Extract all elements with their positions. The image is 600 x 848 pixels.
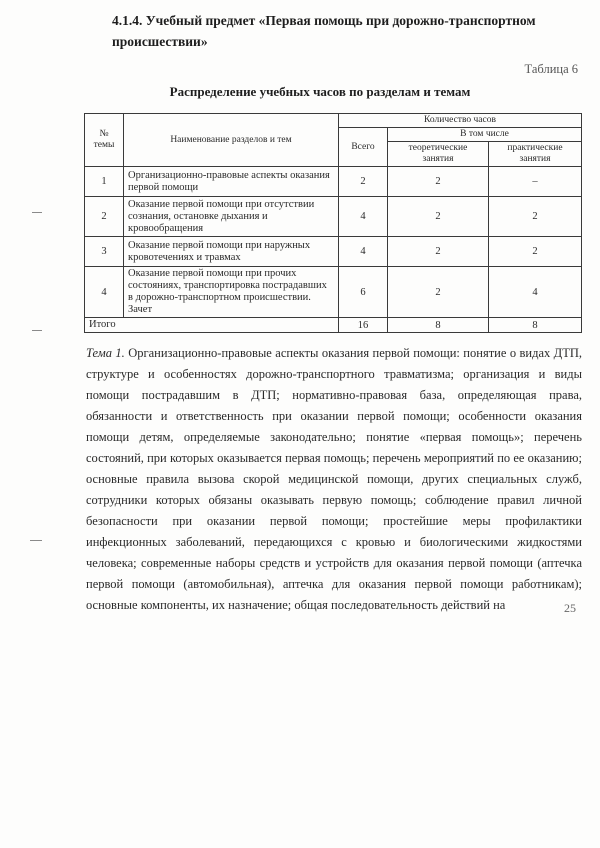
total-label: Итого	[85, 318, 339, 333]
row-name: Оказание первой помощи при наружных кровотечениях и травмах	[124, 237, 339, 267]
header-theme-number: № темы	[85, 114, 124, 167]
row-total: 2	[339, 167, 388, 197]
header-hours-count: Количество часов	[339, 114, 582, 128]
scan-mark	[32, 330, 42, 331]
table-row	[85, 267, 582, 318]
table-row	[85, 167, 582, 197]
topic-paragraph	[86, 343, 582, 616]
row-theory: 2	[388, 237, 489, 267]
row-number: 1	[85, 167, 124, 197]
scan-mark	[30, 540, 42, 541]
total-hours: 16	[339, 318, 388, 333]
row-theory: 2	[388, 167, 489, 197]
table-row	[85, 197, 582, 237]
row-number: 4	[85, 267, 124, 318]
row-name: Организационно-правовые аспекты оказания первой помощи	[124, 167, 339, 197]
total-practice: 8	[489, 318, 582, 333]
row-name: Оказание первой помощи при отсутствии сознания, остановке дыхания и кровообращения	[124, 197, 339, 237]
header-theory: теоретические занятия	[388, 142, 489, 167]
row-practice: 4	[489, 267, 582, 318]
row-number: 3	[85, 237, 124, 267]
row-theory: 2	[388, 197, 489, 237]
row-practice: –	[489, 167, 582, 197]
table-number: Таблица 6	[524, 62, 578, 76]
row-name: Оказание первой помощи при прочих состояниях, транспортировка пострадавших в дорожно-транспортном происшествии. Зачет	[124, 267, 339, 318]
row-number: 2	[85, 197, 124, 237]
row-total: 6	[339, 267, 388, 318]
header-section-name: Наименование разделов и тем	[124, 114, 339, 167]
table-total-row	[85, 318, 582, 333]
row-total: 4	[339, 197, 388, 237]
topic-text: Организационно-правовые аспекты оказания первой помощи: понятие о видах ДТП, структуре и особенностях дорожно-транспортного травматизма; организация и виды помощи пострадавшим в ДТП; нормативно-правовая база, определяющая права, обязанности и ответственность при оказании первой помощи; особенности оказания помощи детям, определяемые законодательно; понятие «первая помощь»; перечень состояний, при которых оказывается первая помощь; перечень мероприятий по ее оказанию; основные правила вызова скорой медицинской помощи, других специальных служб, сотрудники которых обязаны оказывать первую помощь; соблюдение правил личной безопасности при оказании первой помощи; простейшие меры профилактики инфекционных заболеваний, передающихся с кровью и биологическими жидкостями человека; современные наборы средств и устройств для оказания первой помощи (аптечка первой помощи (автомобильная), аптечка для оказания первой помощи работникам); основные компоненты, их назначение; общая последовательность действий на	[86, 346, 583, 612]
row-total: 4	[339, 237, 388, 267]
header-including: В том числе	[388, 128, 582, 142]
scan-mark	[32, 212, 42, 213]
header-practice: практические занятия	[489, 142, 582, 167]
row-practice: 2	[489, 237, 582, 267]
row-theory: 2	[388, 267, 489, 318]
topic-lead: Тема 1.	[86, 346, 125, 360]
page-number: 25	[564, 601, 576, 615]
header-total: Всего	[339, 128, 388, 167]
row-practice: 2	[489, 197, 582, 237]
table-row	[85, 237, 582, 267]
section-heading-line2: происшествии»	[112, 34, 208, 49]
section-heading	[112, 10, 552, 52]
table-caption: Распределение учебных часов по разделам и темам	[169, 84, 471, 99]
section-heading-line1: 4.1.4. Учебный предмет «Первая помощь при дорожно-транспортном	[112, 13, 536, 28]
hours-table	[84, 113, 582, 333]
total-theory: 8	[388, 318, 489, 333]
